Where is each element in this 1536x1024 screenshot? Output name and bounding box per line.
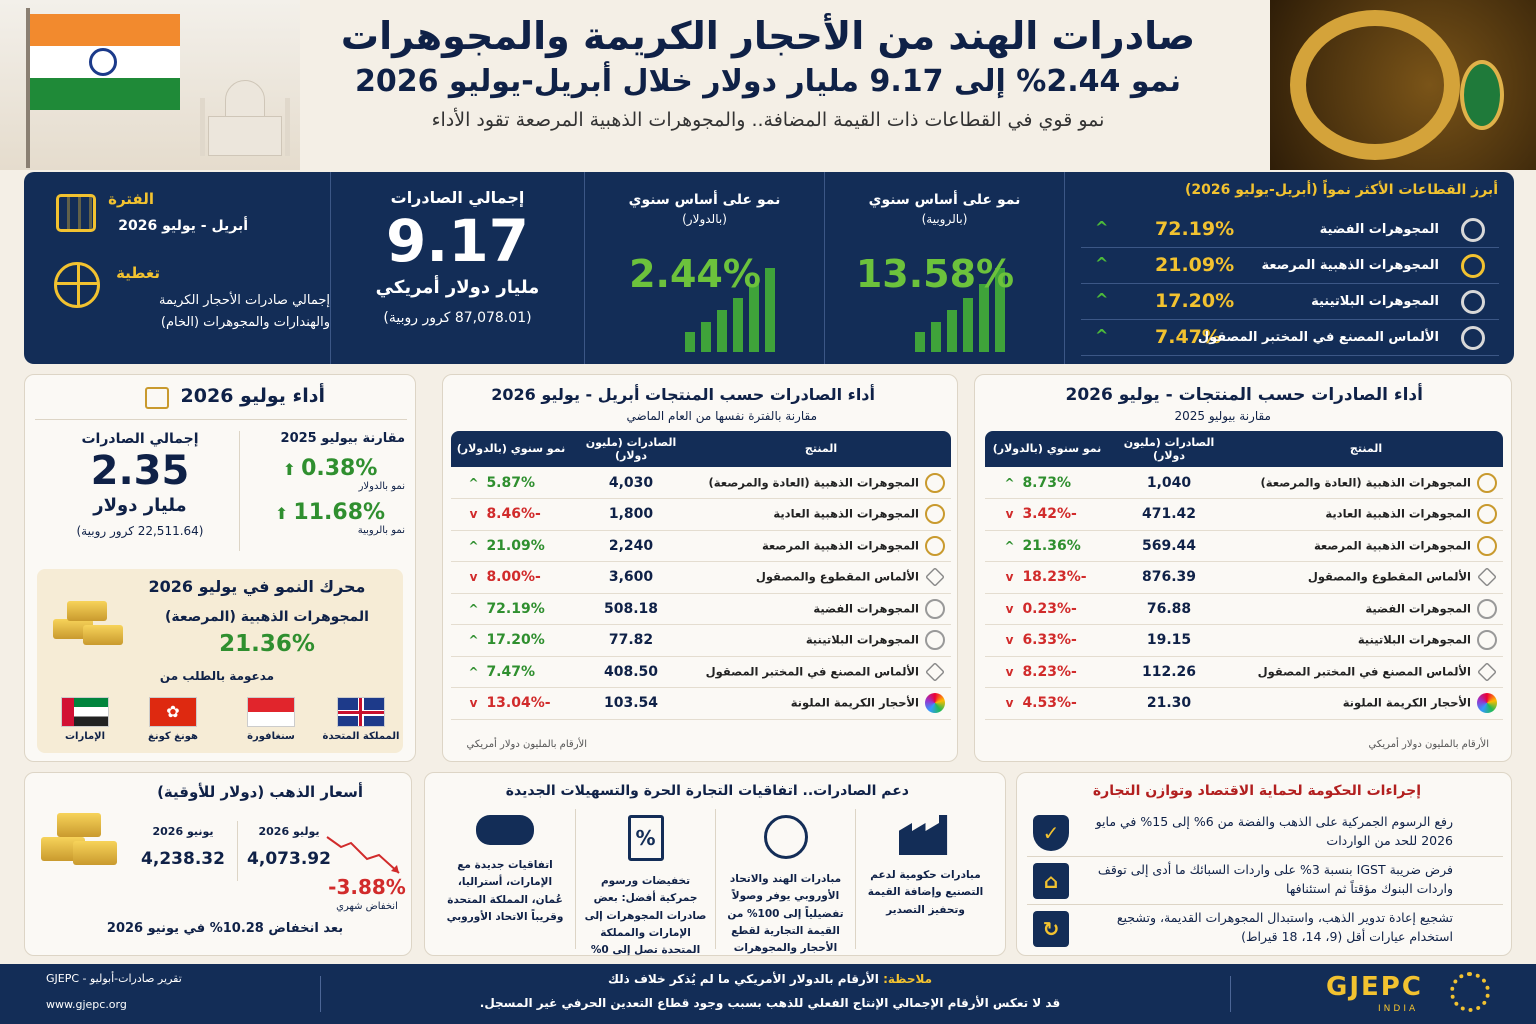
up-chevron-icon: ^ [468, 538, 479, 553]
gold-prices-card [24, 772, 412, 956]
growth-cell: ^ 72.19% [451, 593, 571, 625]
july-performance-card [24, 374, 416, 762]
top-sector-value: 21.09% [1155, 254, 1235, 276]
table-row [451, 530, 951, 562]
col-value: الصادرات (مليون دولار) [571, 431, 691, 467]
table-row [985, 656, 1503, 688]
growth-cell: v -0.23% [985, 593, 1109, 625]
down-chevron-icon: v [469, 570, 478, 585]
gold-change-sub: انخفاض شهري [336, 901, 398, 912]
calendar-icon [145, 387, 169, 409]
gov-item-text: فرض ضريبة IGST بنسبة 3% على واردات السبائك ما أدى إلى توقف واردات البنوك مؤقتاً ثم استئنافها [1097, 862, 1453, 896]
gold-band-icon [925, 504, 945, 524]
table-row [451, 625, 951, 657]
footer [0, 964, 1536, 1024]
period-block [24, 172, 330, 364]
gold-bangle-icon [1290, 10, 1460, 160]
growth-cell: ^ 5.87% [451, 467, 571, 499]
gov-item [1027, 907, 1503, 953]
col-product: المنتج [691, 431, 951, 467]
july-inr-pct: 11.68% [293, 500, 386, 525]
support-item-text: اتفاقيات جديدة مع الإمارات، أستراليا، عُمان، المملكة المتحدة وقريباً الاتحاد الأوروبي [446, 859, 564, 923]
value-cell: 103.54 [571, 688, 691, 720]
value-cell: 508.18 [571, 593, 691, 625]
gold-bars-icon [53, 595, 127, 651]
top-sector-value: 7.47% [1155, 326, 1221, 348]
support-title: دعم الصادرات.. اتفاقيات التجارة الحرة والتسهيلات الجديدة [505, 783, 909, 799]
usd-growth-block [584, 172, 824, 364]
product-cell: المجوهرات الذهبية المرصعة [691, 530, 951, 562]
july-total-label: إجمالي الصادرات [81, 431, 199, 447]
down-chevron-icon: v [469, 696, 478, 711]
demand-label: مدعومة بالطلب من [159, 669, 275, 683]
gold-ring-icon [1477, 473, 1497, 493]
down-chevron-icon: v [1005, 633, 1014, 648]
gold-change: -3.88% [328, 875, 406, 899]
silver-ring-icon [1461, 218, 1485, 242]
gold-band-icon [1477, 504, 1497, 524]
top-sectors-title: أبرز القطاعات الأكثر نمواً (أبريل-يوليو 2026) [1184, 182, 1498, 198]
percent-document-icon: % [628, 815, 664, 861]
gov-measures-card [1016, 772, 1512, 956]
support-item [575, 809, 715, 957]
gov-item [1027, 811, 1503, 857]
growth-cell: v -18.23% [985, 562, 1109, 594]
july-total-unit: مليار دولار [93, 495, 187, 516]
july-usd-pct: 0.38% [301, 456, 378, 481]
apr-table-subtitle: مقارنة بالفترة نفسها من العام الماضي [626, 409, 817, 423]
inr-growth-value: 13.58% [855, 252, 1015, 296]
studded-ring-icon [1477, 536, 1497, 556]
product-cell: المجوهرات الذهبية (العادة والمرصعة) [691, 467, 951, 499]
value-cell: 112.26 [1109, 656, 1229, 688]
jul-products-table [985, 431, 1503, 720]
taj-mahal-icon [200, 80, 290, 160]
studded-ring-icon [925, 536, 945, 556]
calendar-icon [56, 194, 96, 232]
value-cell: 1,040 [1109, 467, 1229, 499]
inr-growth-label: نمو على أساس سنوي [868, 192, 1021, 208]
up-arrow-icon: ⬆ [282, 460, 296, 479]
period-value: أبريل - يوليو 2026 [118, 218, 248, 234]
growth-cell: v -6.33% [985, 625, 1109, 657]
table-row [985, 593, 1503, 625]
gov-item [1027, 859, 1503, 905]
july-inr-sub: نمو بالروبية [357, 525, 405, 536]
value-cell: 876.39 [1109, 562, 1229, 594]
page-subtitle: نمو 2.44% إلى 9.17 مليار دولار خلال أبريل-يوليو 2026 [354, 64, 1182, 99]
growth-cell: v -3.42% [985, 499, 1109, 531]
footer-note-2: قد لا تعكس الأرقام الإجمالي الإنتاج الفعلي للذهب بسبب وجود قطاع التعدين الحرفي غير المسجل. [479, 996, 1061, 1010]
product-cell: المجوهرات الذهبية العادية [1229, 499, 1503, 531]
down-chevron-icon: v [1005, 601, 1014, 616]
hong-kong-flag: ✿ [149, 697, 197, 727]
value-cell: 569.44 [1109, 530, 1229, 562]
coverage-value: إجمالي صادرات الأحجار الكريمة والهندارات والمجوهرات (الخام) [159, 293, 330, 331]
value-cell: 1,800 [571, 499, 691, 531]
total-exports-label: إجمالي الصادرات [390, 188, 525, 207]
coverage-label: تغطية [116, 264, 160, 282]
top-sector-name: المجوهرات الفضية [1319, 222, 1439, 237]
apr-products-table [451, 431, 951, 720]
value-cell: 19.15 [1109, 625, 1229, 657]
footer-report: GJEPC - تقرير صادرات-أبوليو [46, 972, 182, 985]
total-exports-inr: (87,078.01 كرور روبية) [383, 309, 532, 326]
july-total-value: 2.35 [90, 448, 190, 494]
jewelry-illustration-right [1270, 0, 1536, 170]
value-cell: 471.42 [1109, 499, 1229, 531]
top-sector-row [1081, 320, 1499, 356]
footer-note-1: الأرقام بالدولار الأمريكي ما لم يُذكر خلاف ذلك [607, 972, 879, 986]
diamond-icon [1461, 326, 1485, 350]
website-link[interactable]: www.gjepc.org [46, 998, 127, 1011]
col-value: الصادرات (مليون دولار) [1109, 431, 1229, 467]
india-flag [30, 14, 180, 110]
support-item-text: مبادرات الهند والاتحاد الأوروبي يوفر وصولاً تفضيلياً إلى 100% من القيمة التجارية لقطع الأحجار والمجوهرات [727, 873, 844, 955]
product-cell: المجوهرات الذهبية (العادة والمرصعة) [1229, 467, 1503, 499]
gold-note: بعد انخفاض 10.28% في يونيو 2026 [106, 921, 344, 936]
jul-footnote: الأرقام بالمليون دولار أمريكي [1368, 739, 1489, 750]
up-chevron-icon: ^ [468, 664, 479, 679]
export-support-card [424, 772, 1006, 956]
top-sector-name: الألماس المصنع في المختبر المصقول [1197, 330, 1439, 345]
col-product: المنتج [1229, 431, 1503, 467]
usd-growth-label: نمو على أساس سنوي [628, 192, 781, 208]
product-cell: المجوهرات الذهبية العادية [691, 499, 951, 531]
apr-footnote: الأرقام بالمليون دولار أمريكي [466, 739, 587, 750]
down-chevron-icon: v [469, 507, 478, 522]
down-chevron-icon: v [1005, 507, 1014, 522]
table-row [451, 562, 951, 594]
period-label: الفترة [108, 190, 154, 208]
page-title: صادرات الهند من الأحجار الكريمة والمجوهرات [340, 14, 1196, 58]
colored-gems-icon [925, 693, 945, 713]
growth-cell: ^ 7.47% [451, 656, 571, 688]
country-label: المملكة المتحدة [322, 731, 400, 742]
top-sector-value: 17.20% [1155, 290, 1235, 312]
col-growth: نمو سنوي (بالدولار) [451, 431, 571, 467]
colored-gems-icon [1477, 693, 1497, 713]
up-arrow-icon: ⬆ [274, 504, 289, 523]
top-sector-row [1081, 284, 1499, 320]
diamond-icon [925, 567, 945, 587]
down-chevron-icon: v [1005, 570, 1014, 585]
driver-name: المجوهرات الذهبية (المرصعة) [165, 609, 369, 625]
gov-item-text: رفع الرسوم الجمركية على الذهب والفضة من 6% إلى 15% في مايو 2026 للحد من الواردات [1095, 814, 1453, 848]
globe-icon [54, 262, 100, 308]
up-chevron-icon: ^ [1095, 254, 1109, 273]
down-chevron-icon: v [1005, 696, 1014, 711]
product-cell: المجوهرات الفضية [1229, 593, 1503, 625]
emerald-pendant-icon [1460, 60, 1504, 130]
col-growth: نمو سنوي (بالدولار) [985, 431, 1109, 467]
gold-june-label: يونيو 2026 [152, 825, 214, 838]
handshake-icon [476, 815, 534, 845]
up-chevron-icon: ^ [468, 601, 479, 616]
top-sectors [1064, 172, 1514, 364]
inr-growth-block [824, 172, 1064, 364]
support-item-text: تخفيضات ورسوم جمركية أفضل: بعض صادرات المجوهرات إلى الإمارات والمملكة المتحدة تصل إلى 0% [584, 875, 707, 957]
table-row [451, 656, 951, 688]
jul-table-subtitle: مقارنة بيوليو 2025 [1174, 409, 1271, 423]
driver-title: محرك النمو في يوليو 2026 [148, 577, 366, 596]
growth-cell: v -8.23% [985, 656, 1109, 688]
total-exports-block [330, 172, 584, 364]
up-chevron-icon: ^ [1095, 218, 1109, 237]
growth-cell: ^ 21.09% [451, 530, 571, 562]
product-cell: المجوهرات البلاتينية [1229, 625, 1503, 657]
up-chevron-icon: ^ [1095, 290, 1109, 309]
product-cell: الأحجار الكريمة الملونة [1229, 688, 1503, 720]
driver-value: 21.36% [219, 631, 315, 657]
apr-table-title: أداء الصادرات حسب المنتجات أبريل - يوليو 2026 [491, 385, 875, 404]
header-illustration-left [0, 0, 300, 170]
silver-ring-icon [925, 599, 945, 619]
table-row [985, 562, 1503, 594]
up-chevron-icon: ^ [1004, 538, 1015, 553]
country-label: الإمارات [64, 731, 106, 742]
gold-title: أسعار الذهب (دولار للأوقية) [157, 783, 363, 801]
lab-diamond-icon [925, 662, 945, 682]
table-row [451, 688, 951, 720]
gold-ring-icon [925, 473, 945, 493]
gold-june-value: 4,238.32 [141, 849, 225, 869]
platinum-ring-icon [1477, 630, 1497, 650]
top-sector-name: المجوهرات الذهبية المرصعة [1261, 258, 1439, 273]
top-sector-value: 72.19% [1155, 218, 1235, 240]
platinum-ring-icon [1461, 290, 1485, 314]
ashoka-chakra-icon [89, 48, 117, 76]
platinum-ring-icon [925, 630, 945, 650]
shield-icon: ✓ [1033, 815, 1069, 851]
july-usd-sub: نمو بالدولار [358, 481, 405, 492]
support-item-text: مبادرات حكومية لدعم التصنيع وإضافة القيمة وتحفيز التصدير [867, 869, 984, 916]
top-sector-name: المجوهرات البلاتينية [1311, 294, 1439, 309]
globe-icon [764, 815, 808, 859]
up-chevron-icon: ^ [1004, 475, 1015, 490]
table-row [985, 467, 1503, 499]
value-cell: 3,600 [571, 562, 691, 594]
support-item [855, 809, 995, 949]
summary-band [24, 172, 1514, 364]
gold-july-value: 4,073.92 [247, 849, 331, 869]
gjepc-sunburst-icon [1450, 972, 1490, 1012]
gold-bars-icon [37, 797, 121, 877]
top-sector-row [1081, 212, 1499, 248]
gov-item-text: تشجيع إعادة تدوير الذهب، واستبدال المجوهرات القديمة، وتشجيع استخدام عيارات أقل (9، 14، 18 قيراط) [1116, 910, 1453, 944]
product-cell: الألماس المصنع في المختبر المصقول [691, 656, 951, 688]
table-row [985, 625, 1503, 657]
usd-growth-value: 2.44% [629, 252, 761, 296]
growth-cell: ^ 8.73% [985, 467, 1109, 499]
value-cell: 76.88 [1109, 593, 1229, 625]
product-cell: الألماس المقطوع والمصقول [691, 562, 951, 594]
july-total-inr: (22,511.64 كرور روبية) [76, 524, 204, 538]
growth-cell: v -8.00% [451, 562, 571, 594]
table-row [985, 688, 1503, 720]
product-cell: المجوهرات الفضية [691, 593, 951, 625]
footer-note-label: ملاحظة: [883, 972, 933, 986]
recycle-icon: ↻ [1033, 911, 1069, 947]
product-cell: الألماس المقطوع والمصقول [1229, 562, 1503, 594]
total-exports-value: 9.17 [385, 207, 530, 275]
jul-table-title: أداء الصادرات حسب المنتجات - يوليو 2026 [1065, 385, 1423, 405]
bank-icon: ⌂ [1033, 863, 1069, 899]
value-cell: 408.50 [571, 656, 691, 688]
table-row [985, 499, 1503, 531]
gold-july-label: يوليو 2026 [258, 825, 320, 838]
value-cell: 21.30 [1109, 688, 1229, 720]
country-label: سنغافورة [247, 731, 295, 742]
growth-cell: ^ 17.20% [451, 625, 571, 657]
growth-cell: v -13.04% [451, 688, 571, 720]
support-item [435, 809, 575, 949]
gov-title: إجراءات الحكومة لحماية الاقتصاد وتوازن التجارة [1092, 783, 1421, 799]
july-title: أداء يوليو 2026 [180, 385, 325, 407]
growth-cell: v -4.53% [985, 688, 1109, 720]
gold-ring-icon [1461, 254, 1485, 278]
factory-icon [899, 815, 953, 855]
growth-cell: v -8.46% [451, 499, 571, 531]
value-cell: 2,240 [571, 530, 691, 562]
up-chevron-icon: ^ [468, 633, 479, 648]
singapore-flag [247, 697, 295, 727]
lab-diamond-icon [1477, 662, 1497, 682]
gjepc-logo: GJEPC INDIA [1326, 972, 1506, 1018]
down-trend-icon [325, 833, 405, 877]
growth-cell: ^ 21.36% [985, 530, 1109, 562]
growth-driver-box [37, 569, 403, 753]
silver-ring-icon [1477, 599, 1497, 619]
uk-flag [337, 697, 385, 727]
value-cell: 4,030 [571, 467, 691, 499]
apr-jul-table-card [442, 374, 958, 762]
product-cell: الألماس المصنع في المختبر المصقول [1229, 656, 1503, 688]
value-cell: 77.82 [571, 625, 691, 657]
total-exports-unit: مليار دولار أمريكي [375, 276, 540, 298]
table-row [451, 499, 951, 531]
product-cell: المجوهرات الذهبية المرصعة [1229, 530, 1503, 562]
country-label: هونغ كونغ [148, 731, 198, 742]
diamond-icon [1477, 567, 1497, 587]
top-sector-row [1081, 248, 1499, 284]
product-cell: الأحجار الكريمة الملونة [691, 688, 951, 720]
table-row [451, 593, 951, 625]
usd-growth-sub: (بالدولار) [682, 212, 727, 226]
uae-flag [61, 697, 109, 727]
up-chevron-icon: ^ [1095, 326, 1109, 345]
inr-growth-sub: (بالروبية) [921, 212, 968, 226]
july-compare-label: مقارنة بيوليو 2025 [280, 431, 405, 446]
table-row [451, 467, 951, 499]
table-row [985, 530, 1503, 562]
down-chevron-icon: v [1005, 664, 1014, 679]
product-cell: المجوهرات البلاتينية [691, 625, 951, 657]
support-item [715, 809, 855, 955]
july-table-card [974, 374, 1512, 762]
page-tagline: نمو قوي في القطاعات ذات القيمة المضافة.. والمجوهرات الذهبية المرصعة تقود الأداء [431, 109, 1105, 131]
up-chevron-icon: ^ [468, 475, 479, 490]
